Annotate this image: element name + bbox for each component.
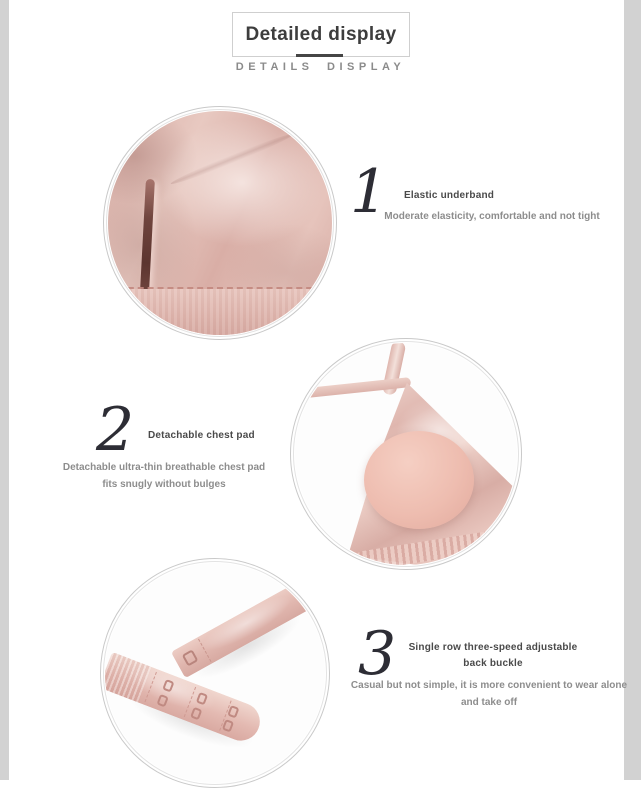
feature-2-title: Detachable chest pad [148, 430, 255, 441]
page-margin-right [624, 0, 641, 780]
hook-eyelet [227, 705, 239, 718]
page-subtitle: DETAILS DISPLAY [235, 61, 406, 73]
hook-eyelet [222, 719, 234, 732]
side-strap [297, 377, 411, 399]
buckle-hook [182, 649, 199, 666]
title-underline [296, 54, 343, 57]
page-margin-left [0, 0, 9, 780]
feature-3-description: Casual but not simple, it is more convenient to wear alone and take off [350, 680, 628, 708]
feature-1-description: Moderate elasticity, comfortable and not tight [384, 211, 600, 222]
feature-2-number: 2 [96, 395, 135, 465]
back-buckle-image [105, 563, 325, 783]
product-photo-back-buckle [100, 558, 330, 788]
feature-1-title: Elastic underband [404, 190, 495, 201]
feature-3-number: 3 [358, 619, 397, 689]
satin-fabric-image [108, 111, 332, 335]
feature-1-number: 1 [350, 157, 389, 227]
strap-stitch-line [198, 639, 211, 662]
product-photo-satin-fabric [103, 106, 337, 340]
hook-eyelet [196, 692, 208, 705]
bra-cup-image [295, 343, 517, 565]
elastic-underband-region [108, 289, 332, 335]
fabric-seam-stitching [108, 287, 332, 289]
hook-eyelet [190, 707, 202, 720]
feature-3-title: Single row three-speed adjustable back buckle [408, 642, 578, 669]
fabric-slit [140, 179, 155, 291]
hook-eyelet [162, 679, 174, 692]
product-photo-bra-cup [290, 338, 522, 570]
page-title: Detailed display [245, 23, 397, 45]
hook-eyelet [156, 694, 168, 707]
header-box [232, 12, 410, 57]
fabric-crease [169, 131, 294, 188]
chest-pad [364, 431, 474, 529]
feature-2-description: Detachable ultra-thin breathable chest pad fits snugly without bulges [62, 462, 266, 490]
